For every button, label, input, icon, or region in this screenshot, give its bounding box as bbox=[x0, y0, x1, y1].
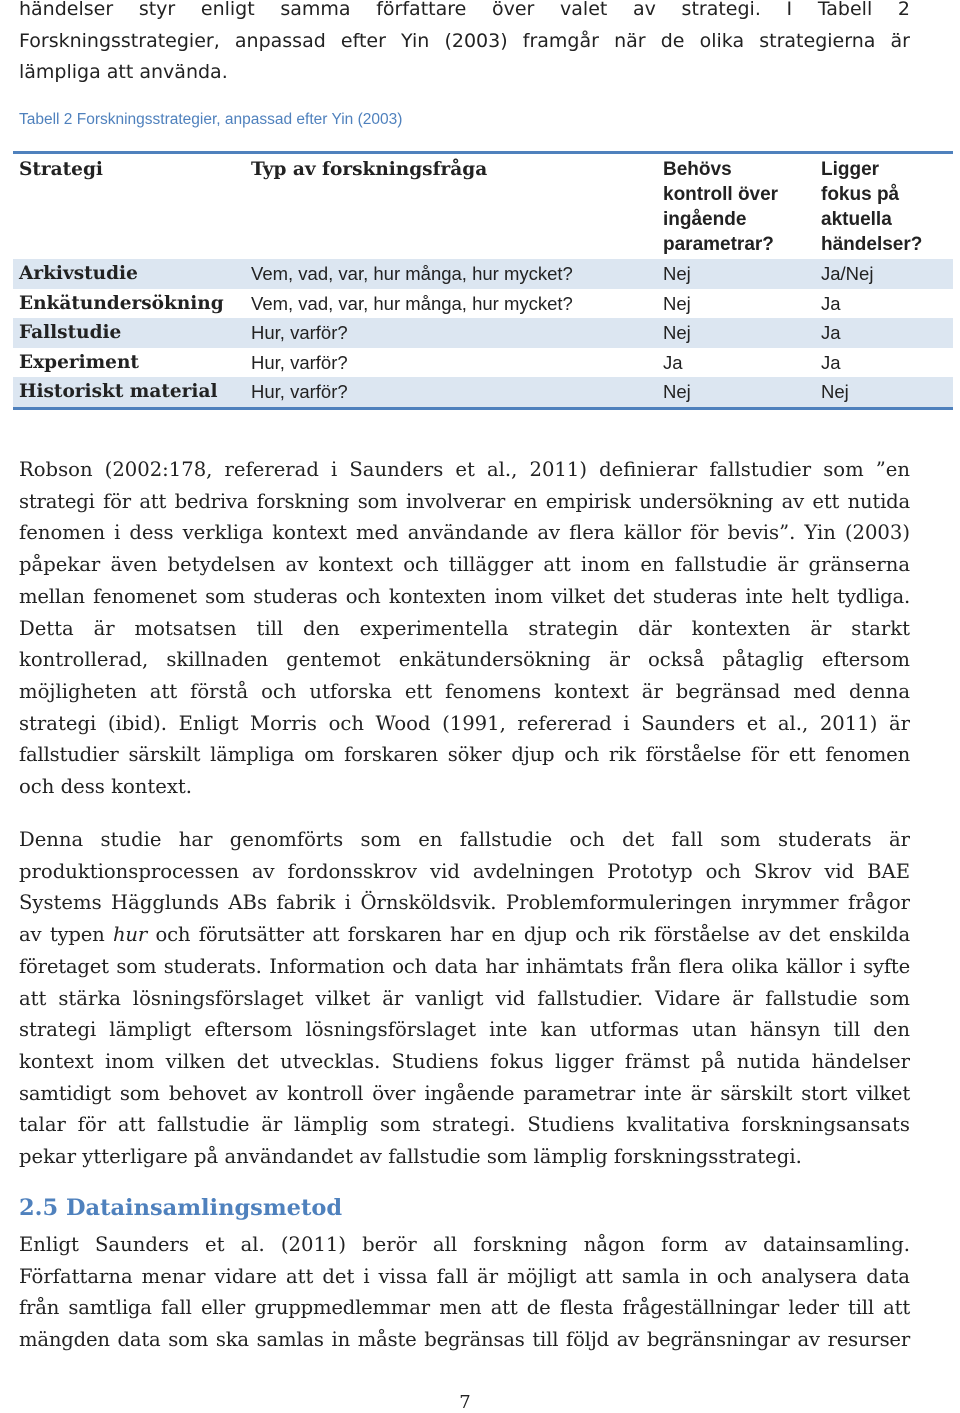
cell-strategy: Fallstudie bbox=[19, 322, 122, 343]
text-line: talar för att fallstudie är lämplig som strategi. Studiens kvalitativa forskningsansats bbox=[19, 1113, 910, 1137]
cell-question: Vem, vad, var, hur många, hur mycket? bbox=[251, 263, 573, 284]
cell-question: Vem, vad, var, hur många, hur mycket? bbox=[251, 292, 573, 314]
strategy-table bbox=[13, 151, 953, 410]
cell-focus: Ja bbox=[821, 351, 841, 373]
cell-strategy: Experiment bbox=[19, 351, 139, 373]
italic-word: hur bbox=[113, 923, 148, 947]
header-question: Typ av forskningsfråga bbox=[251, 159, 488, 180]
table-header-row bbox=[13, 153, 953, 260]
section-heading: 2.5 Datainsamlingsmetod bbox=[19, 1195, 343, 1221]
text-line: Denna studie har genomförts som en fallstudie och det fall som studerats är bbox=[19, 828, 910, 851]
table-row bbox=[13, 348, 953, 378]
header-control bbox=[657, 153, 815, 260]
text-line: strategi (ibid). Enligt Morris och Wood (1991, refererad i Saunders et al., 2011) är bbox=[19, 711, 910, 735]
intro-line: lämpliga att använda. bbox=[19, 61, 228, 84]
cell-strategy: Enkätundersökning bbox=[19, 292, 224, 314]
text-line: företaget som studerats. Information och data har inhämtats från flera olika källor i syfte bbox=[19, 954, 910, 978]
header-focus bbox=[815, 153, 953, 260]
text-line: från samtliga fall eller gruppmedlemmar men att de flesta frågeställningar leder till att bbox=[19, 1296, 910, 1320]
text-line: produktionsprocessen av fordonsskrov vid avdelningen Prototyp och Skrov vid BAE bbox=[19, 859, 910, 883]
text-line: Författarna menar vidare att det i vissa fall är möjligt att samla in och analysera data bbox=[19, 1264, 910, 1288]
text-line: och dess kontext. bbox=[19, 775, 193, 799]
text-line: samtidigt som behovet av kontroll över ingående parametrar inte är särskilt stort vilket bbox=[19, 1081, 910, 1105]
cell-focus: Ja bbox=[821, 322, 841, 343]
page-number: 7 bbox=[459, 1392, 471, 1413]
header-control-line: kontroll över bbox=[663, 184, 779, 205]
text-line: Enligt Saunders et al. (2011) berör all forskning någon form av datainsamling. bbox=[19, 1233, 910, 1256]
header-focus-line: fokus på bbox=[821, 184, 900, 205]
text-line: kontrollerad, skillnaden gentemot enkätundersökning är också påtaglig eftersom bbox=[19, 648, 910, 672]
cell-question: Hur, varför? bbox=[251, 351, 348, 373]
text-line: Robson (2002:178, refererad i Saunders et al., 2011) definierar fallstudier som ”en bbox=[19, 458, 910, 481]
table-row bbox=[13, 289, 953, 319]
cell-control: Nej bbox=[663, 381, 691, 402]
text-line: möjligheten att förstå och utforska ett fenomens kontext är begränsad med denna bbox=[19, 679, 910, 703]
cell-focus: Ja/Nej bbox=[821, 263, 874, 284]
text-line bbox=[19, 919, 910, 951]
text-line: fallstudier särskilt lämpliga om forskaren söker djup och rik förståelse för ett fenomen bbox=[19, 743, 910, 767]
header-control-line: ingående bbox=[663, 209, 747, 230]
cell-control: Nej bbox=[663, 292, 691, 314]
header-control-line: parametrar? bbox=[663, 234, 774, 255]
text-line: mängden data som ska samlas in måste begränsas till följd av begränsningar av resurser bbox=[19, 1328, 910, 1352]
text-segment: och förutsätter att forskaren har en djup och rik förståelse av det enskilda bbox=[147, 923, 910, 947]
header-strategy: Strategi bbox=[19, 159, 103, 180]
text-line: fenomen i dess verkliga kontext med användande av flera källor för bevis”. Yin (2003) bbox=[19, 521, 910, 545]
cell-question: Hur, varför? bbox=[251, 381, 348, 402]
text-line: kontext inom vilken det utvecklas. Studiens fokus ligger främst på nutida händelser bbox=[19, 1049, 910, 1073]
paragraph-robson bbox=[19, 454, 910, 803]
text-line: strategi för att bedriva forskning som involverar en empirisk undersökning av ett nutida bbox=[19, 489, 910, 513]
text-line: mellan fenomenet som studeras och kontexten inom vilket det studeras inte helt tydliga. bbox=[19, 584, 910, 608]
text-line: pekar ytterligare på användandet av fallstudie som lämplig forskningsstrategi. bbox=[19, 1145, 802, 1169]
intro-line: händelser styr enligt samma författare över valet av strategi. I Tabell 2 bbox=[19, 0, 910, 20]
table-row bbox=[13, 377, 953, 408]
cell-control: Nej bbox=[663, 322, 691, 343]
text-line: påpekar även betydelsen av kontext och tillägger att inom en fallstudie är gränserna bbox=[19, 553, 910, 577]
cell-focus: Ja bbox=[821, 292, 841, 314]
table-row bbox=[13, 259, 953, 289]
text-line: Detta är motsatsen till den experimentella strategin där kontexten är starkt bbox=[19, 616, 910, 640]
cell-control: Nej bbox=[663, 263, 691, 284]
text-line: Systems Hägglunds ABs fabrik i Örnsköldsvik. Problemformuleringen inrymmer frågor bbox=[19, 891, 910, 915]
text-line: att stärka lösningsförslaget vilket är vanligt vid fallstudier. Vidare är fallstudie som bbox=[19, 986, 910, 1010]
text-segment: av typen bbox=[19, 923, 114, 947]
intro-line: Forskningsstrategier, anpassad efter Yin (2003) framgår när de olika strategierna är bbox=[19, 29, 910, 52]
intro-paragraph bbox=[19, 0, 910, 89]
text-line: strategi lämpligt eftersom lösningsförslaget inte kan utformas utan hänsyn till den bbox=[19, 1018, 910, 1042]
header-focus-line: aktuella bbox=[821, 209, 892, 230]
header-control-line: Behövs bbox=[663, 159, 732, 180]
table-row bbox=[13, 318, 953, 348]
cell-strategy: Historiskt material bbox=[19, 381, 218, 402]
header-focus-line: Ligger bbox=[821, 159, 880, 180]
table-caption: Tabell 2 Forskningsstrategier, anpassad efter Yin (2003) bbox=[19, 111, 403, 128]
header-focus-line: händelser? bbox=[821, 234, 923, 255]
paragraph-study bbox=[19, 824, 910, 1173]
cell-control: Ja bbox=[663, 351, 683, 373]
cell-focus: Nej bbox=[821, 381, 849, 402]
paragraph-datainsamling bbox=[19, 1229, 910, 1356]
cell-question: Hur, varför? bbox=[251, 322, 348, 343]
cell-strategy: Arkivstudie bbox=[19, 263, 138, 284]
